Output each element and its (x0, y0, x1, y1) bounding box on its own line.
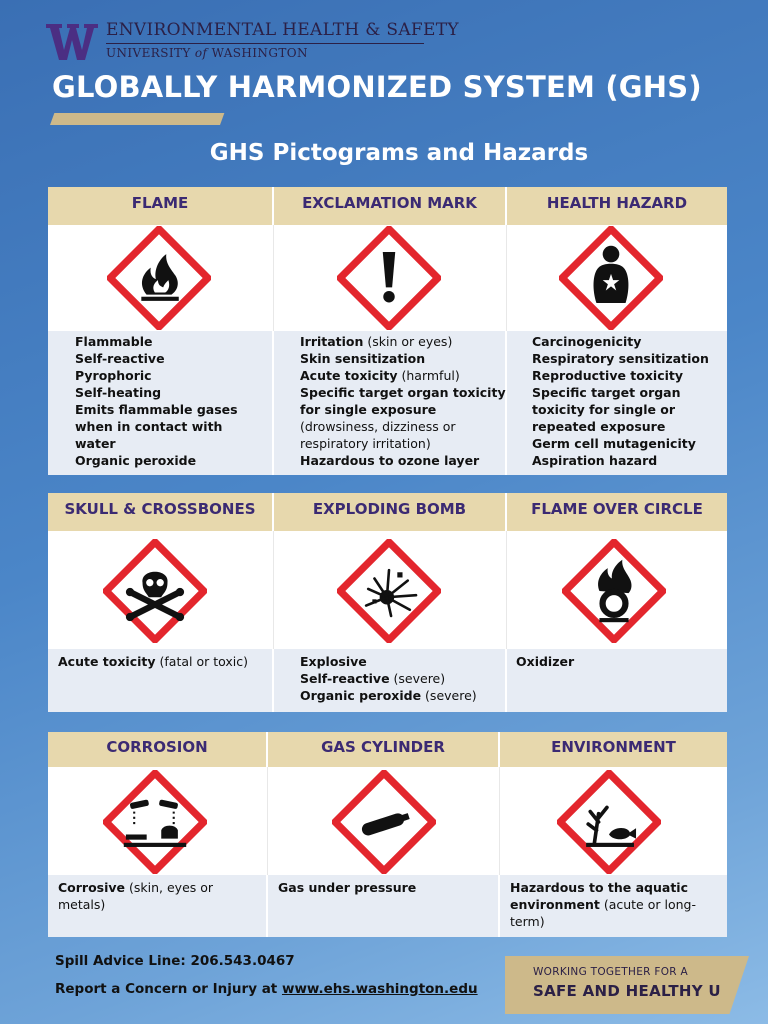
org-name: ENVIRONMENTAL HEALTH & SAFETY (106, 20, 459, 40)
hazard-line: Organic peroxide (75, 453, 197, 468)
uw-w-logo-icon (46, 22, 98, 62)
hazard-line: Aspiration hazard (532, 453, 658, 468)
hazard-line: respiratory irritation) (300, 436, 431, 451)
hazard-text-bomb (274, 649, 507, 712)
hazard-panel-2 (48, 493, 727, 712)
corrosion-icon (103, 770, 207, 874)
hazard-line: Specific target organ toxicity (300, 385, 506, 400)
hazard-line: Pyrophoric (75, 368, 152, 383)
title-underline-bar (50, 113, 224, 125)
hazard-text-corrosion (48, 875, 268, 937)
hazard-line: Organic peroxide (severe) (300, 688, 477, 703)
hazard-line: Self-heating (75, 385, 162, 400)
column-title: ENVIRONMENT (551, 738, 676, 756)
hazard-line: water (75, 436, 116, 451)
hazard-line: (drowsiness, dizziness or (300, 419, 456, 434)
hazard-line: Germ cell mutagenicity (532, 436, 696, 451)
flame-icon (107, 226, 211, 330)
hazard-panel-1 (48, 187, 727, 475)
safe-healthy-badge (505, 956, 749, 1014)
exploding-bomb-icon (337, 539, 441, 643)
hazard-panel-3 (48, 732, 727, 937)
hazard-line: for single exposure (300, 402, 437, 417)
hazard-line: Hazardous to ozone layer (300, 453, 480, 468)
column-title: FLAME OVER CIRCLE (531, 500, 703, 518)
university-name: UNIVERSITY of WASHINGTON (106, 46, 308, 60)
hazard-line: Carcinogenicity (532, 334, 642, 349)
column-title: HEALTH HAZARD (546, 194, 688, 212)
hazard-text-skull (48, 649, 274, 712)
hazard-line: toxicity for single or (532, 402, 676, 417)
hazard-text-environment (500, 875, 727, 937)
hazard-text-flame (48, 331, 274, 475)
page-subtitle: GHS Pictograms and Hazards (209, 140, 589, 166)
environment-icon (557, 770, 661, 874)
hazard-line: Skin sensitization (300, 351, 426, 366)
hazard-line: Reproductive toxicity (532, 368, 684, 383)
hazard-line: Irritation (skin or eyes) (300, 334, 453, 349)
hazard-line: Self-reactive (75, 351, 165, 366)
spill-advice-line: Spill Advice Line: 206.543.0467 (55, 953, 295, 969)
column-title: EXPLODING BOMB (274, 493, 507, 531)
flame-over-circle-icon (562, 539, 666, 643)
gas-cylinder-icon (332, 770, 436, 874)
column-title: EXCLAMATION MARK (274, 187, 507, 225)
hazard-line: environment (acute or long- (510, 897, 696, 912)
column-title: CORROSION (48, 732, 268, 767)
hazard-line: Emits flammable gases (75, 402, 238, 417)
hazard-line: Specific target organ (532, 385, 681, 400)
hazard-line: Explosive (300, 654, 367, 669)
hazard-line: Corrosive (skin, eyes or (58, 880, 214, 895)
hazard-text-oxidizer (507, 649, 727, 712)
hazard-line: Hazardous to the aquatic (510, 880, 689, 895)
badge-line-1: WORKING TOGETHER FOR A (533, 966, 688, 978)
hazard-line: Self-reactive (severe) (300, 671, 446, 686)
header-divider (106, 43, 424, 44)
health-hazard-icon (559, 226, 663, 330)
hazard-line: repeated exposure (532, 419, 666, 434)
hazard-line: Oxidizer (516, 654, 575, 669)
hazard-line: metals) (58, 897, 106, 912)
hazard-line: Respiratory sensitization (532, 351, 709, 366)
hazard-line: Acute toxicity (harmful) (300, 368, 460, 383)
skull-crossbones-icon (103, 539, 207, 643)
hazard-text-health (507, 331, 727, 475)
hazard-text-gas (268, 875, 500, 937)
report-concern-text: Report a Concern or Injury at www.ehs.washington.edu (55, 981, 478, 997)
exclamation-icon (337, 226, 441, 330)
hazard-line: term) (510, 914, 545, 929)
column-title: FLAME (48, 187, 274, 225)
ehs-website-link[interactable]: www.ehs.washington.edu (281, 981, 478, 997)
hazard-text-exclamation (274, 331, 507, 475)
hazard-line: Acute toxicity (fatal or toxic) (58, 654, 248, 669)
hazard-line: Gas under pressure (278, 880, 417, 895)
hazard-line: Flammable (75, 334, 153, 349)
column-title: GAS CYLINDER (268, 732, 500, 767)
page-title: GLOBALLY HARMONIZED SYSTEM (GHS) (52, 70, 702, 104)
column-title: SKULL & CROSSBONES (48, 493, 274, 531)
badge-line-2: SAFE AND HEALTHY U (533, 982, 721, 1000)
hazard-line: when in contact with (75, 419, 223, 434)
